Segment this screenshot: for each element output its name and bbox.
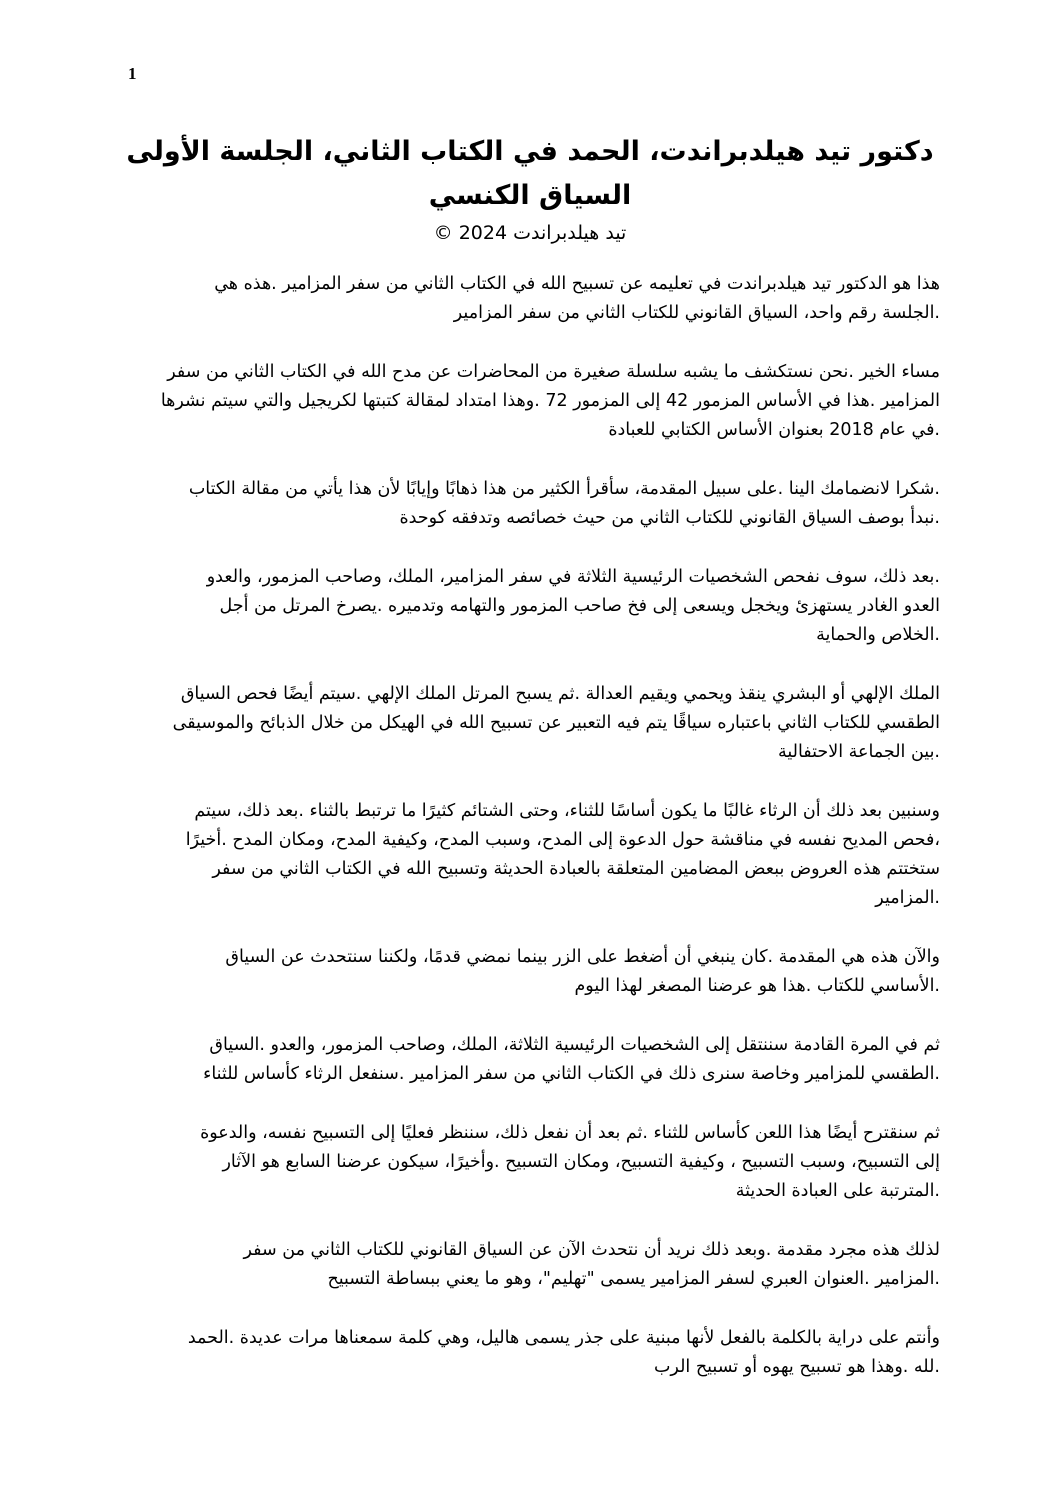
title-block: [120, 130, 940, 248]
text-line: .الخلاص والحماية: [816, 625, 940, 645]
copyright-notice: تيد هيلدبراندت 2024 ©: [433, 222, 627, 244]
text-line: الملك الإلهي أو البشري ينقذ ويحمي ويقيم العدالة .ثم يسبح المرتل الملك الإلهي .سيتم أيضًا فحص السياق: [180, 684, 940, 704]
text-line: وأنتم على دراية بالكلمة بالفعل لأنها مبنية على جذر يسمى هاليل، وهي كلمة سمعناها مرات عديدة .الحمد: [187, 1328, 940, 1348]
paragraph: [150, 797, 940, 913]
paragraph: [150, 270, 940, 328]
text-line: .بعد ذلك، سوف نفحص الشخصيات الرئيسية الثلاثة في سفر المزامير، الملك، وصاحب المزمور، والعدو: [206, 567, 940, 587]
document-title-line-1: دكتور تيد هيلدبراندت، الحمد في الكتاب الثاني، الجلسة الأولى: [126, 136, 934, 167]
paragraph: [150, 475, 940, 533]
text-line: .المزامير: [875, 888, 940, 908]
paragraph: [150, 1119, 940, 1206]
text-line: .نبدأ بوصف السياق القانوني للكتاب الثاني من حيث خصائصه وتدفقه كوحدة: [399, 508, 940, 528]
text-line: هذا هو الدكتور تيد هيلدبراندت في تعليمه عن تسبيح الله في الكتاب الثاني من سفر المزامير .هذه هي: [214, 274, 940, 294]
paragraph: [150, 943, 940, 1001]
text-line: الطقسي للكتاب الثاني باعتباره سياقًا يتم فيه التعبير عن تسبيح الله في الهيكل من خلال الذبائح والموسيقى: [172, 713, 940, 733]
text-line: .شكرا لانضمامك الينا .على سبيل المقدمة، سأقرأ الكثير من هذا ذهابًا وإيابًا لأن هذا يأتي من مقالة الكتاب: [188, 479, 940, 499]
text-line: ثم سنقترح أيضًا هذا اللعن كأساس للثناء .ثم بعد أن نفعل ذلك، سننظر فعليًا إلى التسبيح نفسه، والدعوة: [200, 1123, 940, 1143]
text-line: والآن هذه هي المقدمة .كان ينبغي أن أضغط على الزر بينما نمضي قدمًا، ولكننا سنتحدث عن السياق: [225, 947, 940, 967]
text-line: إلى التسبيح، وسبب التسبيح ، وكيفية التسبيح، ومكان التسبيح .وأخيرًا، سيكون عرضنا السابع هو الآثار: [222, 1152, 940, 1172]
text-line: .الطقسي للمزامير وخاصة سنرى ذلك في الكتاب الثاني من سفر المزامير .سنفعل الرثاء كأساس للثناء: [203, 1064, 940, 1084]
text-line: .المزامير .العنوان العبري لسفر المزامير يسمى "تهليم"، وهو ما يعني ببساطة التسبيح: [327, 1269, 940, 1289]
text-line: لذلك هذه مجرد مقدمة .وبعد ذلك نريد أن نتحدث الآن عن السياق القانوني للكتاب الثاني من سفر: [243, 1240, 940, 1260]
text-line: .الجلسة رقم واحد، السياق القانوني للكتاب الثاني من سفر المزامير: [453, 303, 940, 323]
paragraph: [150, 1236, 940, 1294]
paragraph: [150, 1031, 940, 1089]
text-line: .في عام 2018 بعنوان الأساس الكتابي للعبادة: [608, 420, 940, 440]
text-line: العدو الغادر يستهزئ ويخجل ويسعى إلى فخ صاحب المزمور والتهامه وتدميره .يصرخ المرتل من أجل: [219, 596, 940, 616]
body-text: [150, 270, 940, 1412]
page-number: 1: [128, 64, 137, 83]
text-line: مساء الخير .نحن نستكشف ما يشبه سلسلة صغيرة من المحاضرات عن مدح الله في الكتاب الثاني من سفر: [167, 362, 940, 382]
text-line: .الأساسي للكتاب .هذا هو عرضنا المصغر لهذا اليوم: [574, 976, 940, 996]
text-line: ،فحص المديح نفسه في مناقشة حول الدعوة إلى المدح، وسبب المدح، وكيفية المدح، ومكان المدح .أخيرًا: [185, 830, 940, 850]
document-title-line-2: السياق الكنسي: [428, 180, 632, 211]
text-line: .بين الجماعة الاحتفالية: [777, 742, 940, 762]
paragraph: [150, 358, 940, 445]
text-line: .المترتبة على العبادة الحديثة: [735, 1181, 940, 1201]
paragraph: [150, 563, 940, 650]
text-line: ثم في المرة القادمة سننتقل إلى الشخصيات الرئيسية الثلاثة، الملك، وصاحب المزمور، والعدو .السياق: [209, 1035, 940, 1055]
paragraph: [150, 1324, 940, 1382]
text-line: المزامير .هذا في الأساس المزمور 42 إلى المزمور 72 .وهذا امتداد لمقالة كتبتها لكريجيل والتي سيتم نشرها: [160, 391, 940, 411]
text-line: .لله .وهذا هو تسبيح يهوه أو تسبيح الرب: [653, 1357, 940, 1377]
paragraph: [150, 680, 940, 767]
text-line: ستختتم هذه العروض ببعض المضامين المتعلقة بالعبادة الحديثة وتسبيح الله في الكتاب الثاني من سفر: [212, 859, 940, 879]
text-line: وسنبين بعد ذلك أن الرثاء غالبًا ما يكون أساسًا للثناء، وحتى الشتائم كثيرًا ما ترتبط بالثناء .بعد ذلك، سيتم: [194, 801, 940, 821]
